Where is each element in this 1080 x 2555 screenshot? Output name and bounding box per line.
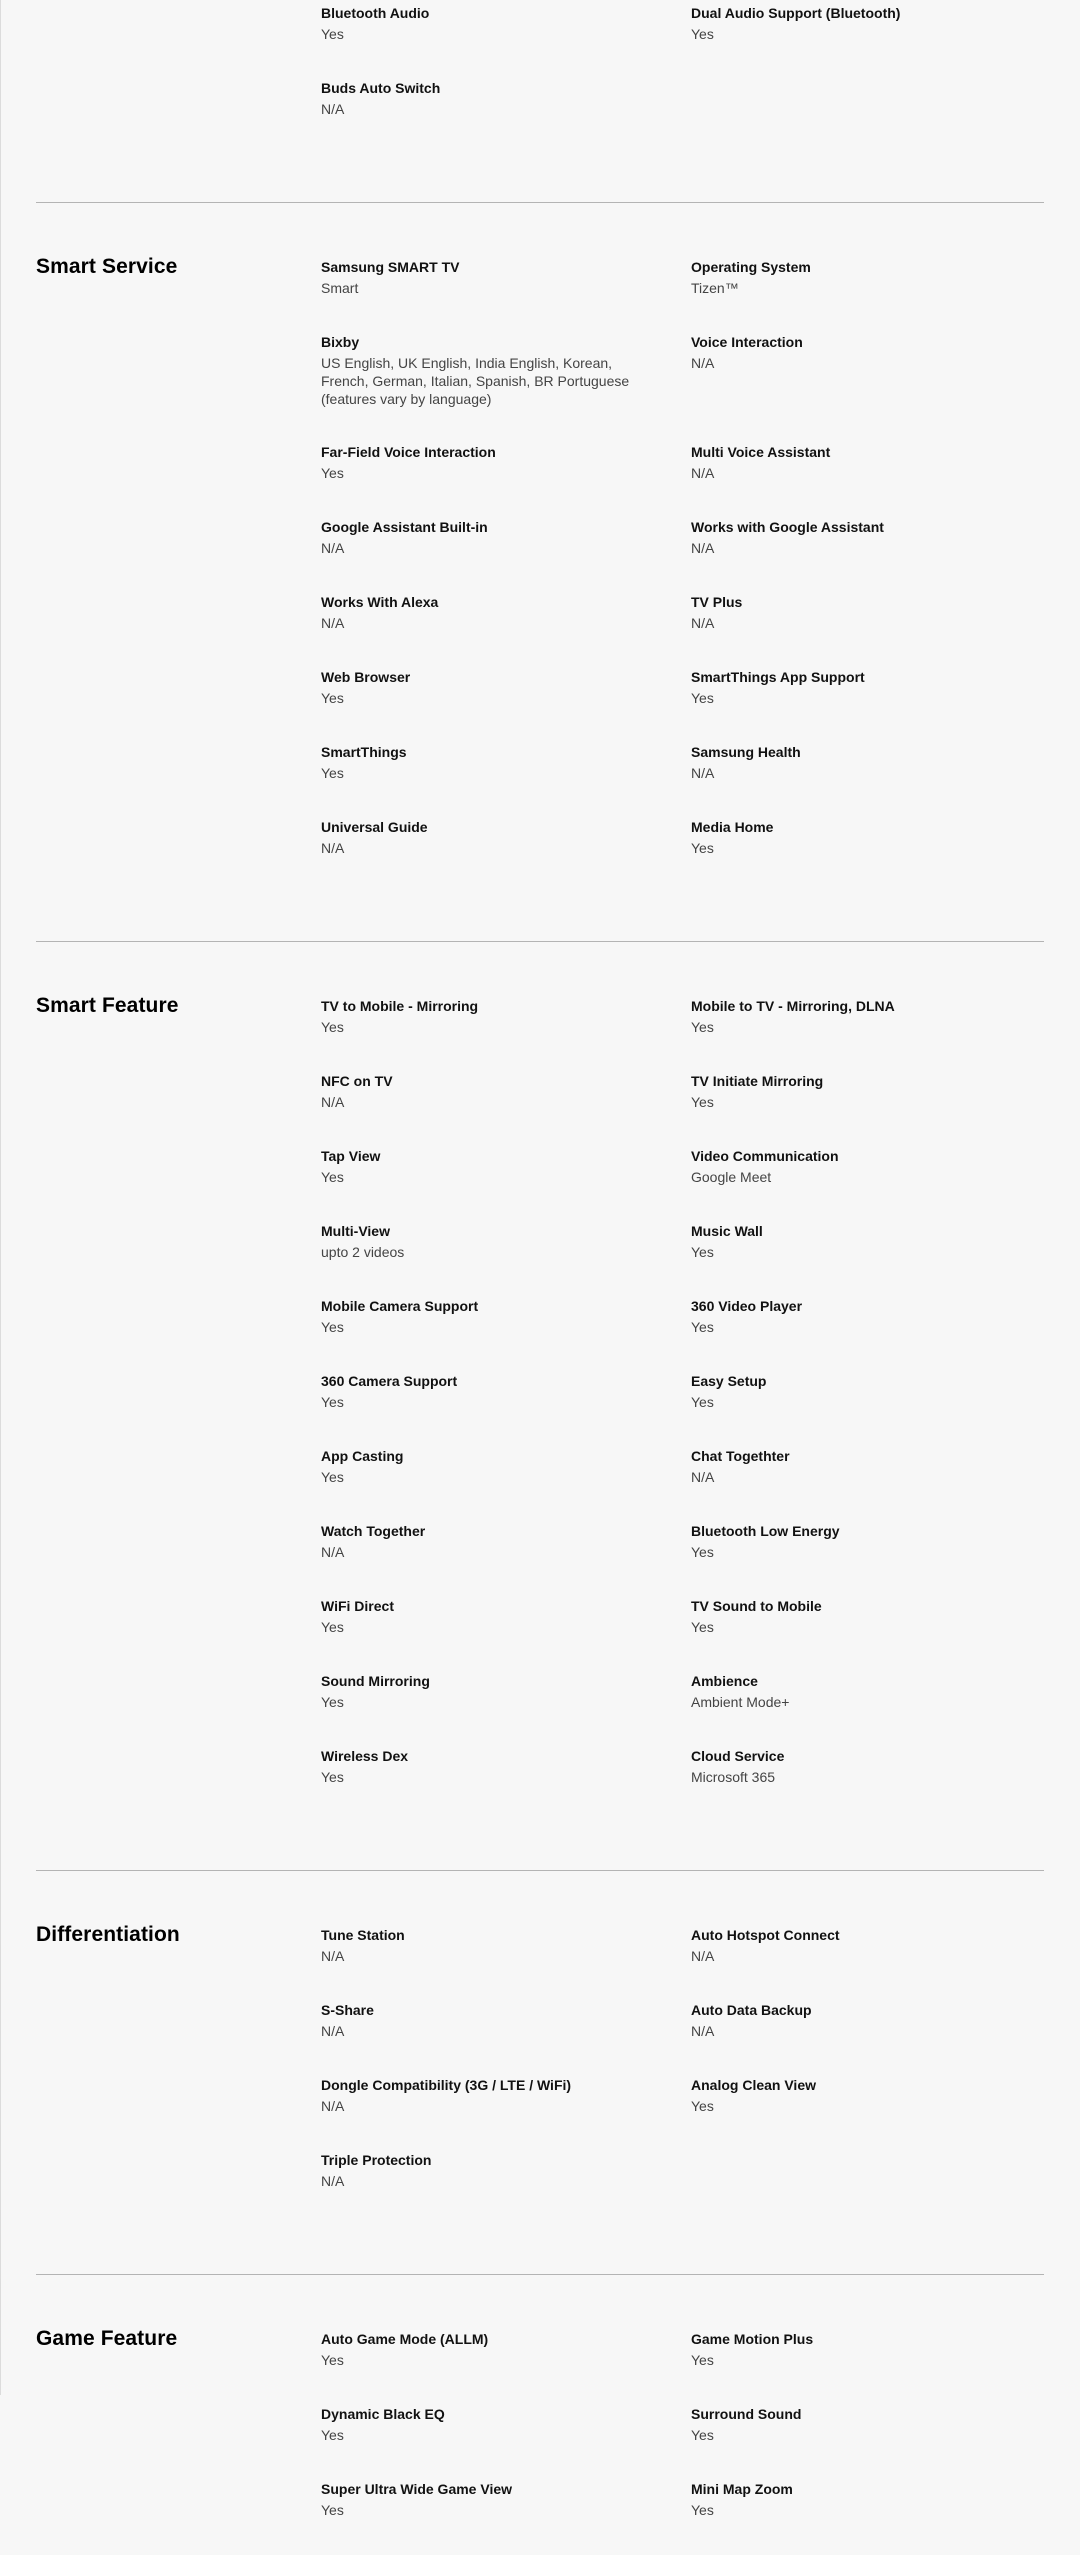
spec-grid	[321, 1926, 1044, 2226]
spec-label: Google Assistant Built-in	[321, 519, 488, 535]
spec-item	[321, 593, 691, 668]
spec-item	[691, 443, 1044, 518]
section-title: Smart Service	[36, 255, 178, 278]
spec-value: Yes	[691, 2098, 714, 2114]
spec-value: N/A	[691, 465, 715, 481]
spec-item	[691, 2480, 1044, 2555]
spec-section-game-feature	[36, 2275, 1044, 2555]
spec-label: Universal Guide	[321, 819, 428, 835]
spec-value: N/A	[691, 765, 715, 781]
spec-item	[321, 818, 691, 893]
spec-label: TV to Mobile - Mirroring	[321, 998, 479, 1014]
spec-item	[691, 1597, 1044, 1672]
spec-label: TV Plus	[691, 594, 743, 610]
spec-item	[321, 1597, 691, 1672]
spec-value: N/A	[321, 2173, 345, 2189]
spec-label: Watch Together	[321, 1523, 426, 1539]
spec-value: Yes	[321, 1619, 344, 1635]
spec-item	[321, 518, 691, 593]
spec-value: Yes	[321, 1394, 344, 1410]
spec-label: Sound Mirroring	[321, 1673, 430, 1689]
spec-item	[321, 2076, 691, 2151]
spec-label: Mobile Camera Support	[321, 1298, 479, 1314]
spec-label: Buds Auto Switch	[321, 80, 441, 96]
spec-label: SmartThings	[321, 744, 407, 760]
spec-label: Ambience	[691, 1673, 758, 1689]
spec-value: Yes	[321, 26, 344, 42]
spec-value: Yes	[691, 2427, 714, 2443]
spec-value: N/A	[321, 101, 345, 117]
page-left-border	[0, 0, 1, 2395]
spec-label: Web Browser	[321, 669, 411, 685]
spec-label: Easy Setup	[691, 1373, 767, 1389]
spec-label: Auto Hotspot Connect	[691, 1927, 840, 1943]
spec-item	[691, 997, 1044, 1072]
spec-label: S-Share	[321, 2002, 374, 2018]
spec-item	[691, 333, 1044, 443]
spec-label: Far-Field Voice Interaction	[321, 444, 496, 460]
spec-item	[691, 2330, 1044, 2405]
spec-item	[321, 1147, 691, 1222]
spec-item	[321, 668, 691, 743]
spec-value: upto 2 videos	[321, 1244, 405, 1260]
spec-item	[321, 997, 691, 1072]
spec-item	[691, 518, 1044, 593]
spec-value: N/A	[321, 1948, 345, 1964]
spec-section-audio	[36, 0, 1044, 202]
spec-item	[321, 1222, 691, 1297]
spec-value: Yes	[321, 2352, 344, 2368]
spec-item	[321, 1522, 691, 1597]
spec-label: Media Home	[691, 819, 774, 835]
spec-label: Works With Alexa	[321, 594, 439, 610]
spec-grid	[321, 258, 1044, 893]
spec-value: Tizen™	[691, 280, 739, 296]
section-title: Differentiation	[36, 1923, 180, 1946]
spec-value: Yes	[691, 1094, 714, 1110]
spec-item	[691, 1297, 1044, 1372]
spec-item	[691, 2001, 1044, 2076]
spec-label: Tap View	[321, 1148, 381, 1164]
spec-item	[321, 743, 691, 818]
spec-label: Voice Interaction	[691, 334, 803, 350]
spec-value: N/A	[691, 615, 715, 631]
spec-item	[691, 2405, 1044, 2480]
spec-item	[691, 2076, 1044, 2151]
spec-item	[691, 593, 1044, 668]
spec-value: Yes	[691, 1019, 714, 1035]
spec-item	[691, 1447, 1044, 1522]
spec-value: Yes	[321, 465, 344, 481]
spec-label: Mini Map Zoom	[691, 2481, 793, 2497]
spec-label: WiFi Direct	[321, 1598, 394, 1614]
spec-item	[691, 1372, 1044, 1447]
spec-item	[691, 4, 1044, 79]
spec-label: Works with Google Assistant	[691, 519, 884, 535]
spec-item	[321, 1747, 691, 1822]
spec-label: Bixby	[321, 334, 360, 350]
spec-item	[321, 79, 691, 154]
spec-value: Microsoft 365	[691, 1769, 776, 1785]
spec-value: N/A	[321, 540, 345, 556]
spec-value: Yes	[321, 1169, 344, 1185]
spec-value: Yes	[321, 1319, 344, 1335]
spec-item	[321, 1926, 691, 2001]
spec-item	[691, 1147, 1044, 1222]
spec-value: Yes	[691, 1244, 714, 1260]
spec-label: Auto Game Mode (ALLM)	[321, 2331, 489, 2347]
spec-item	[691, 1522, 1044, 1597]
spec-item	[691, 743, 1044, 818]
spec-label: Analog Clean View	[691, 2077, 816, 2093]
spec-label: Dongle Compatibility (3G / LTE / WiFi)	[321, 2077, 572, 2093]
spec-item	[321, 4, 691, 79]
spec-label: Bluetooth Audio	[321, 5, 430, 21]
spec-label: Multi-View	[321, 1223, 390, 1239]
spec-label: Super Ultra Wide Game View	[321, 2481, 513, 2497]
spec-value: Yes	[691, 1619, 714, 1635]
spec-value: N/A	[691, 540, 715, 556]
spec-value: Smart	[321, 280, 359, 296]
spec-value: Yes	[691, 2502, 714, 2518]
spec-section-smart-service	[36, 203, 1044, 941]
spec-label: Dynamic Black EQ	[321, 2406, 445, 2422]
spec-item	[321, 1072, 691, 1147]
spec-item	[321, 1297, 691, 1372]
spec-item	[321, 333, 691, 443]
spec-value: N/A	[691, 1948, 715, 1964]
spec-item	[691, 1672, 1044, 1747]
spec-label: Multi Voice Assistant	[691, 444, 831, 460]
spec-value: Yes	[691, 26, 714, 42]
spec-item	[321, 2001, 691, 2076]
spec-grid	[321, 4, 1044, 154]
spec-value: Yes	[321, 690, 344, 706]
spec-value: Yes	[321, 2502, 344, 2518]
spec-item	[321, 1672, 691, 1747]
spec-label: Auto Data Backup	[691, 2002, 812, 2018]
spec-item	[321, 2480, 691, 2555]
section-title: Game Feature	[36, 2327, 178, 2350]
spec-value: Yes	[321, 765, 344, 781]
spec-label: Chat Togethter	[691, 1448, 790, 1464]
spec-label: Samsung SMART TV	[321, 259, 460, 275]
spec-label: Operating System	[691, 259, 811, 275]
spec-value: N/A	[691, 2023, 715, 2039]
spec-item	[691, 258, 1044, 333]
spec-label: Triple Protection	[321, 2152, 432, 2168]
spec-label: Tune Station	[321, 1927, 405, 1943]
spec-label: NFC on TV	[321, 1073, 393, 1089]
spec-label: Dual Audio Support (Bluetooth)	[691, 5, 901, 21]
spec-value: Yes	[691, 690, 714, 706]
spec-label: TV Sound to Mobile	[691, 1598, 822, 1614]
spec-label: Samsung Health	[691, 744, 801, 760]
spec-item	[691, 818, 1044, 893]
spec-value: Yes	[691, 840, 714, 856]
spec-item	[321, 2330, 691, 2405]
spec-item	[321, 1447, 691, 1522]
spec-value: Yes	[321, 1469, 344, 1485]
spec-label: SmartThings App Support	[691, 669, 865, 685]
spec-section-differentiation	[36, 1871, 1044, 2274]
spec-label: Surround Sound	[691, 2406, 802, 2422]
spec-value: Yes	[321, 2427, 344, 2443]
spec-value: Yes	[691, 1319, 714, 1335]
spec-label: Wireless Dex	[321, 1748, 409, 1764]
spec-value: Yes	[321, 1019, 344, 1035]
spec-value: N/A	[321, 2023, 345, 2039]
spec-value: N/A	[691, 1469, 715, 1485]
spec-label: Video Communication	[691, 1148, 839, 1164]
spec-label: Game Motion Plus	[691, 2331, 814, 2347]
spec-item	[321, 2405, 691, 2480]
spec-value: N/A	[321, 2098, 345, 2114]
spec-item	[691, 1072, 1044, 1147]
spec-label: Bluetooth Low Energy	[691, 1523, 840, 1539]
spec-grid	[321, 997, 1044, 1822]
spec-label: TV Initiate Mirroring	[691, 1073, 824, 1089]
spec-item	[321, 1372, 691, 1447]
spec-value: N/A	[321, 1544, 345, 1560]
spec-label: Music Wall	[691, 1223, 763, 1239]
spec-value: Yes	[321, 1769, 344, 1785]
spec-value: Yes	[321, 1694, 344, 1710]
spec-item	[691, 668, 1044, 743]
spec-label: Cloud Service	[691, 1748, 785, 1764]
spec-value: Yes	[691, 1394, 714, 1410]
section-title: Smart Feature	[36, 994, 179, 1017]
spec-label: App Casting	[321, 1448, 404, 1464]
spec-section-smart-feature	[36, 942, 1044, 1870]
spec-value: Yes	[691, 2352, 714, 2368]
spec-value: Yes	[691, 1544, 714, 1560]
spec-value: N/A	[321, 615, 345, 631]
specs-container	[36, 0, 1044, 2555]
spec-item	[691, 1747, 1044, 1822]
spec-item	[691, 1926, 1044, 2001]
spec-value: N/A	[691, 355, 715, 371]
spec-grid	[321, 2330, 1044, 2555]
spec-value: N/A	[321, 840, 345, 856]
spec-value: US English, UK English, India English, Korean, French, German, Italian, Spanish, BR Portuguese (features vary by language)	[321, 355, 630, 407]
spec-item	[321, 443, 691, 518]
spec-item	[321, 258, 691, 333]
spec-value: N/A	[321, 1094, 345, 1110]
spec-value: Ambient Mode+	[691, 1694, 790, 1710]
spec-item	[691, 1222, 1044, 1297]
spec-label: 360 Video Player	[691, 1298, 803, 1314]
spec-item	[321, 2151, 691, 2226]
spec-label: Mobile to TV - Mirroring, DLNA	[691, 998, 895, 1014]
spec-label: 360 Camera Support	[321, 1373, 458, 1389]
spec-value: Google Meet	[691, 1169, 772, 1185]
